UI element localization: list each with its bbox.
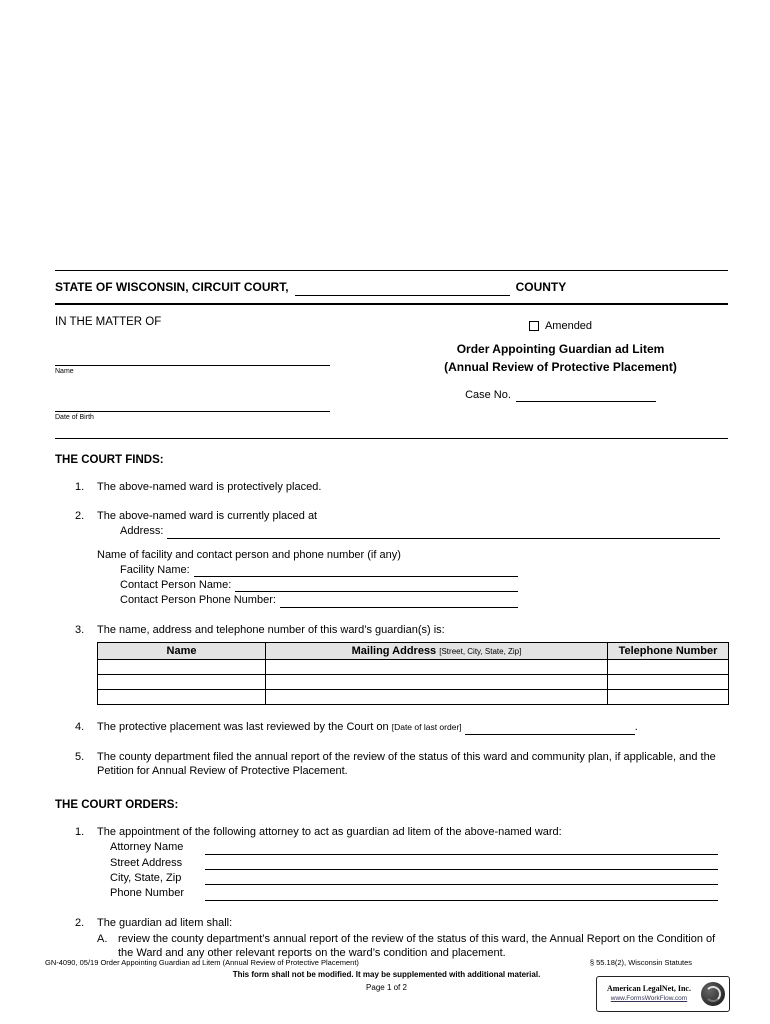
phone-number-row [110, 886, 728, 900]
case-number-field[interactable] [516, 390, 656, 402]
guardian-table-row [98, 690, 729, 705]
legalnet-url-link[interactable]: www.FormsWorkFlow.com [610, 995, 688, 1003]
orders-item-2 [75, 916, 728, 961]
city-state-zip-label: City, State, Zip [110, 872, 182, 885]
guardian-table-row [98, 675, 729, 690]
guardian-table-header-name: Name [98, 643, 266, 660]
finds-item-4 [75, 720, 728, 734]
contact-phone-field[interactable] [280, 596, 518, 608]
amended-row [393, 319, 728, 333]
form-title [393, 340, 728, 376]
last-reviewed-date-field[interactable] [465, 724, 635, 735]
guardian-name-cell[interactable] [98, 675, 266, 690]
in-the-matter-of-label: IN THE MATTER OF [55, 315, 162, 328]
guardian-phone-cell[interactable] [608, 690, 729, 705]
court-caption-prefix: STATE OF WISCONSIN, CIRCUIT COURT, [55, 280, 289, 294]
dob-label: Date of Birth [55, 413, 94, 421]
contact-name-row [120, 578, 518, 592]
orders-item-1-text: The appointment of the following attorney to act as guardian ad litem of the above-named ward: [97, 826, 562, 839]
finds-item-3-text: The name, address and telephone number of this ward’s guardian(s) is: [97, 623, 445, 636]
guardian-table-row [98, 660, 729, 675]
guardian-phone-cell[interactable] [608, 675, 729, 690]
attorney-name-field[interactable] [205, 843, 718, 855]
attorney-name-row [110, 840, 728, 854]
form-id-text: GN-4090, 05/19 Order Appointing Guardian ad Litem (Annual Review of Protective Placement) [45, 958, 359, 967]
attorney-name-label: Attorney Name [110, 841, 184, 854]
phone-number-field[interactable] [205, 889, 718, 901]
form-title-line1: Order Appointing Guardian ad Litem [456, 341, 665, 356]
guardian-table-header-telephone: Telephone Number [608, 643, 729, 660]
amended-checkbox[interactable] [529, 321, 539, 331]
dob-block [55, 399, 330, 422]
dob-field[interactable] [55, 399, 330, 412]
contact-name-field[interactable] [235, 580, 518, 592]
item-number: 1. [75, 480, 85, 493]
guardian-address-cell[interactable] [266, 660, 608, 675]
item-number: 1. [75, 826, 85, 839]
caption-right-column [393, 315, 728, 422]
item-number: 5. [75, 750, 85, 763]
case-number-row [393, 388, 728, 402]
ward-name-block [55, 353, 330, 376]
item-number: 4. [75, 721, 85, 734]
mailing-address-note: [Street, City, State, Zip] [439, 647, 522, 657]
street-address-field[interactable] [205, 858, 718, 870]
guardian-name-cell[interactable] [98, 660, 266, 675]
amended-label: Amended [544, 319, 593, 332]
case-number-label: Case No. [465, 388, 511, 401]
orders-item-2a-text: review the county department’s annual report of the review of the status of this ward, the Annual Report on the Condition of the Ward and any other relevant reports on the ward’s condition and placement. [118, 932, 716, 960]
county-field[interactable] [295, 284, 510, 296]
guardian-table-header-address: Mailing Address [Street, City, State, Zip] [266, 643, 608, 660]
contact-name-label: Contact Person Name: [120, 579, 232, 592]
finds-item-2-text: The above-named ward is currently placed at [97, 509, 318, 522]
statute-reference: § 55.18(2), Wisconsin Statutes [589, 958, 692, 967]
guardian-name-cell[interactable] [98, 690, 266, 705]
address-label: Address: [120, 525, 164, 538]
modification-note: This form shall not be modified. It may be supplemented with additional material. [232, 969, 541, 979]
finds-item-4-period: . [634, 721, 638, 734]
facility-intro-text: Name of facility and contact person and phone number (if any) [97, 548, 401, 561]
legalnet-company-name: American LegalNet, Inc. [607, 984, 691, 994]
address-row [120, 524, 728, 538]
form-content [55, 270, 728, 961]
ward-name-label: Name [55, 367, 74, 375]
finds-item-1-text: The above-named ward is protectively placed. [97, 480, 322, 493]
facility-name-field[interactable] [194, 565, 518, 577]
orders-item-2-text: The guardian ad litem shall: [97, 916, 233, 929]
court-caption [55, 280, 728, 305]
form-title-line2: (Annual Review of Protective Placement) [444, 359, 677, 374]
guardian-phone-cell[interactable] [608, 660, 729, 675]
facility-name-label: Facility Name: [120, 563, 190, 576]
court-finds-heading: THE COURT FINDS: [55, 453, 164, 466]
page-indicator: Page 1 of 2 [366, 983, 407, 993]
court-caption-suffix: COUNTY [515, 280, 567, 294]
facility-name-row [120, 563, 518, 577]
caption-left-column [55, 315, 355, 422]
caption-divider [55, 438, 728, 439]
date-of-last-order-note: [Date of last order] [391, 722, 462, 733]
finds-item-5-text: The county department filed the annual report of the review of the status of this ward and community plan, if applicable, and the Petition for Annual Review of Protective Placement. [97, 750, 716, 777]
guardian-address-cell[interactable] [266, 675, 608, 690]
finds-item-4-text: The protective placement was last reviewed by the Court on [97, 721, 389, 734]
item-number: 3. [75, 623, 85, 636]
contact-phone-row [120, 593, 518, 607]
orders-item-2a [97, 932, 728, 961]
address-field[interactable] [167, 527, 720, 539]
legalnet-emblem-icon [701, 982, 725, 1006]
ward-name-field[interactable] [55, 353, 330, 366]
orders-item-1 [75, 825, 728, 900]
contact-phone-label: Contact Person Phone Number: [120, 594, 276, 607]
street-address-label: Street Address [110, 856, 183, 869]
item-number: 2. [75, 509, 85, 522]
street-address-row [110, 856, 728, 870]
finds-item-3 [75, 623, 728, 706]
guardian-address-cell[interactable] [266, 690, 608, 705]
item-number: 2. [75, 916, 85, 929]
phone-number-label: Phone Number [110, 887, 184, 900]
sub-item-letter: A. [97, 932, 108, 945]
guardian-table [97, 642, 729, 705]
finds-item-1 [75, 480, 728, 494]
finds-item-2 [75, 509, 728, 608]
court-orders-heading: THE COURT ORDERS: [55, 799, 179, 812]
guardian-table-header-row [98, 643, 729, 660]
city-state-zip-row [110, 871, 728, 885]
city-state-zip-field[interactable] [205, 873, 718, 885]
caption-area [55, 315, 728, 422]
finds-item-5 [75, 750, 728, 779]
legalnet-badge [596, 976, 730, 1012]
top-divider [55, 270, 728, 271]
